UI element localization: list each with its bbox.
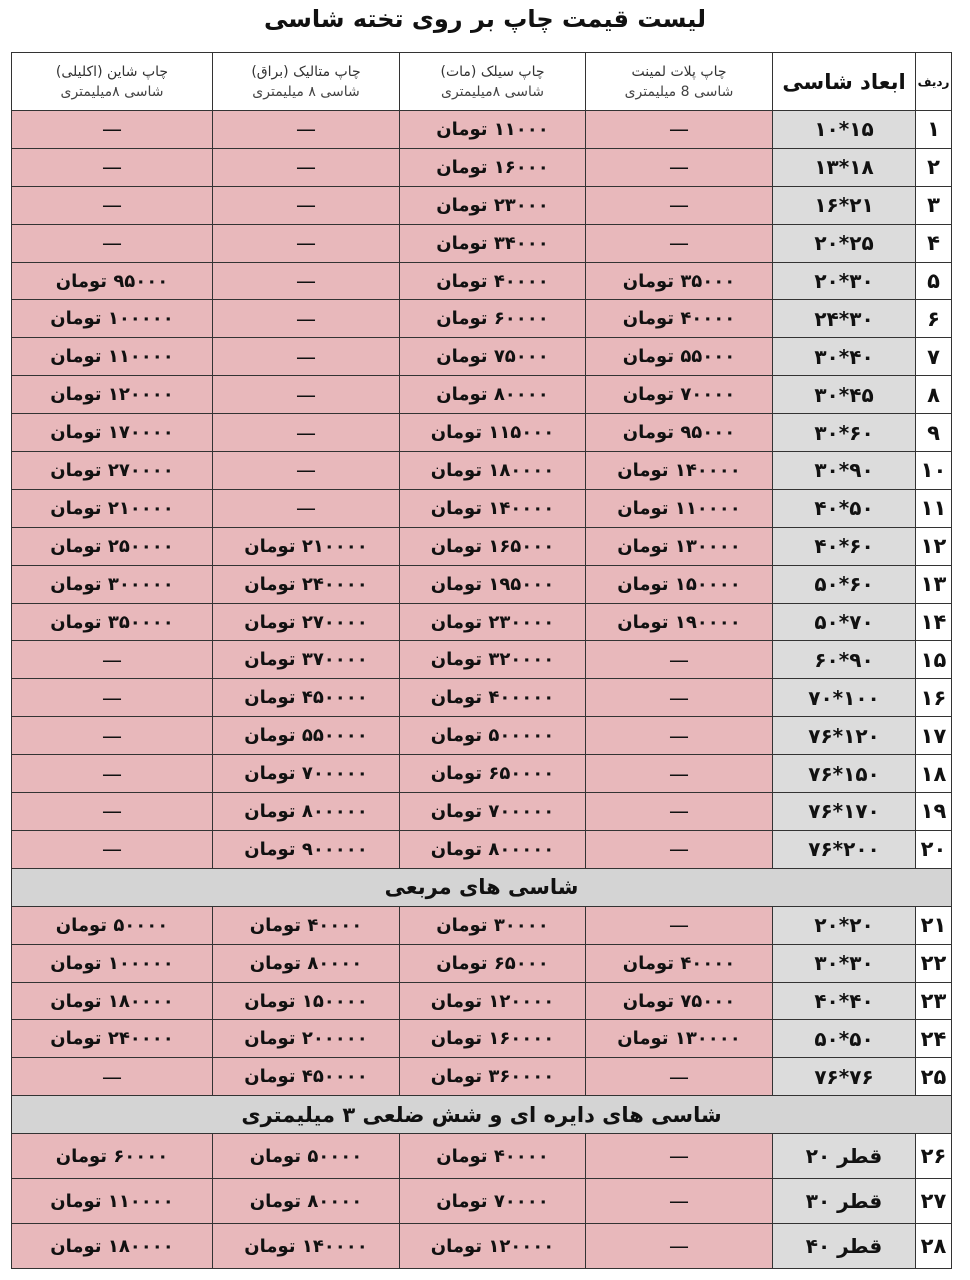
table-row [12,944,952,982]
price-lamint: — [586,641,773,679]
price-metallic: — [213,414,400,452]
header-shine-sub: شاسی ۸میلیمتری [60,83,164,100]
price-metallic: — [213,262,400,300]
price-metallic: — [213,489,400,527]
price-shine: ۲۴۰۰۰۰ تومان [12,1020,213,1058]
row-dimensions: ۴۰*۴۰ [773,982,916,1020]
row-index: ۱۷ [916,717,952,755]
price-shine: — [12,679,213,717]
price-silk: ۱۱۰۰۰ تومان [400,111,586,149]
table-row [12,224,952,262]
header-silk [400,53,586,111]
price-lamint: ۱۹۰۰۰۰ تومان [586,603,773,641]
header-metallic-sub: شاسی ۸ میلیمتری [252,83,360,100]
table-row [12,565,952,603]
table-row [12,1224,952,1269]
price-shine: ۱۸۰۰۰۰ تومان [12,982,213,1020]
row-dimensions: ۳۰*۳۰ [773,944,916,982]
header-silk-title: چاپ سیلک (مات) [440,63,545,80]
price-metallic: ۱۴۰۰۰۰ تومان [213,1224,400,1269]
row-index: ۲۵ [916,1058,952,1096]
row-dimensions: ۱۲۰*۷۶ [773,717,916,755]
price-silk: ۱۲۰۰۰۰ تومان [400,982,586,1020]
price-silk: ۱۶۵۰۰۰ تومان [400,527,586,565]
price-silk: ۴۰۰۰۰ تومان [400,262,586,300]
price-metallic: ۵۵۰۰۰۰ تومان [213,717,400,755]
price-metallic: — [213,376,400,414]
price-lamint: — [586,793,773,831]
price-lamint: ۷۰۰۰۰ تومان [586,376,773,414]
row-index: ۴ [916,224,952,262]
price-metallic: — [213,224,400,262]
table-row [12,755,952,793]
price-metallic: ۳۷۰۰۰۰ تومان [213,641,400,679]
price-lamint: — [586,186,773,224]
table-header-row [12,53,952,111]
price-silk: ۴۰۰۰۰۰ تومان [400,679,586,717]
price-shine: — [12,111,213,149]
row-dimensions: ۵۰*۵۰ [773,1020,916,1058]
price-lamint: — [586,224,773,262]
table-row [12,679,952,717]
price-shine: ۲۵۰۰۰۰ تومان [12,527,213,565]
table-row [12,527,952,565]
price-metallic: — [213,338,400,376]
price-silk: ۶۵۰۰۰۰ تومان [400,755,586,793]
price-shine: — [12,1058,213,1096]
price-lamint: ۱۳۰۰۰۰ تومان [586,1020,773,1058]
price-lamint: — [586,1134,773,1179]
price-shine: — [12,224,213,262]
price-shine: ۲۷۰۰۰۰ تومان [12,452,213,490]
row-index: ۱۵ [916,641,952,679]
row-dimensions: قطر ۴۰ [773,1224,916,1269]
price-shine: ۱۰۰۰۰۰ تومان [12,944,213,982]
row-dimensions: ۴۰*۳۰ [773,338,916,376]
row-index: ۲۳ [916,982,952,1020]
price-lamint: — [586,1224,773,1269]
price-silk: ۶۵۰۰۰ تومان [400,944,586,982]
row-dimensions: ۵۰*۴۰ [773,489,916,527]
table-row [12,1134,952,1179]
price-shine: — [12,148,213,186]
table-row [12,717,952,755]
table-row [12,414,952,452]
row-dimensions: ۷۶*۷۶ [773,1058,916,1096]
price-silk: ۱۶۰۰۰۰ تومان [400,1020,586,1058]
price-metallic: ۲۱۰۰۰۰ تومان [213,527,400,565]
row-dimensions: قطر ۲۰ [773,1134,916,1179]
price-silk: ۳۲۰۰۰۰ تومان [400,641,586,679]
table-row [12,111,952,149]
header-shine-title: چاپ شاین (اکلیلی) [55,63,169,80]
price-lamint: ۵۵۰۰۰ تومان [586,338,773,376]
price-shine: ۱۷۰۰۰۰ تومان [12,414,213,452]
row-index: ۱۰ [916,452,952,490]
table-row [12,1058,952,1096]
row-dimensions: ۲۱*۱۶ [773,186,916,224]
row-dimensions: ۲۰*۲۰ [773,906,916,944]
table-row [12,452,952,490]
row-dimensions: ۲۰۰*۷۶ [773,830,916,868]
row-index: ۷ [916,338,952,376]
price-silk: ۱۲۰۰۰۰ تومان [400,1224,586,1269]
header-silk-sub: شاسی ۸میلیمتری [441,83,544,100]
price-lamint: ۴۰۰۰۰ تومان [586,300,773,338]
price-metallic: ۴۵۰۰۰۰ تومان [213,679,400,717]
price-shine: ۱۸۰۰۰۰ تومان [12,1224,213,1269]
price-lamint: ۱۴۰۰۰۰ تومان [586,452,773,490]
price-shine: — [12,641,213,679]
price-lamint: — [586,1179,773,1224]
row-index: ۱۴ [916,603,952,641]
row-dimensions: ۱۵*۱۰ [773,111,916,149]
header-shine [12,53,213,111]
row-index: ۲۱ [916,906,952,944]
price-metallic: — [213,148,400,186]
price-lamint: — [586,111,773,149]
row-index: ۵ [916,262,952,300]
table-row [12,603,952,641]
price-metallic: — [213,300,400,338]
header-metallic-title: چاپ متالیک (براق) [251,63,361,80]
row-index: ۱۳ [916,565,952,603]
price-silk: ۴۰۰۰۰ تومان [400,1134,586,1179]
table-row [12,300,952,338]
row-dimensions: ۱۷۰*۷۶ [773,793,916,831]
price-shine: ۵۰۰۰۰ تومان [12,906,213,944]
price-lamint: ۷۵۰۰۰ تومان [586,982,773,1020]
price-lamint: — [586,755,773,793]
row-index: ۱۹ [916,793,952,831]
price-metallic: ۲۷۰۰۰۰ تومان [213,603,400,641]
price-shine: ۳۵۰۰۰۰ تومان [12,603,213,641]
price-table [11,52,952,1269]
price-lamint: ۳۵۰۰۰ تومان [586,262,773,300]
price-silk: ۷۰۰۰۰ تومان [400,1179,586,1224]
table-row [12,186,952,224]
row-dimensions: ۴۵*۳۰ [773,376,916,414]
price-metallic: ۴۰۰۰۰ تومان [213,906,400,944]
price-silk: ۳۰۰۰۰ تومان [400,906,586,944]
price-silk: ۸۰۰۰۰۰ تومان [400,830,586,868]
section-square-heading: شاسی های مربعی [12,868,952,906]
price-silk: ۱۱۵۰۰۰ تومان [400,414,586,452]
price-metallic: ۹۰۰۰۰۰ تومان [213,830,400,868]
price-shine: — [12,830,213,868]
row-dimensions: ۹۰*۳۰ [773,452,916,490]
price-silk: ۷۰۰۰۰۰ تومان [400,793,586,831]
row-index: ۱۸ [916,755,952,793]
price-shine: — [12,717,213,755]
table-row [12,1179,952,1224]
row-index: ۱۱ [916,489,952,527]
price-silk: ۱۶۰۰۰ تومان [400,148,586,186]
row-index: ۲۲ [916,944,952,982]
price-metallic: — [213,452,400,490]
row-dimensions: قطر ۳۰ [773,1179,916,1224]
row-dimensions: ۳۰*۲۴ [773,300,916,338]
row-dimensions: ۷۰*۵۰ [773,603,916,641]
section-square-heading-row [12,868,952,906]
price-silk: ۸۰۰۰۰ تومان [400,376,586,414]
price-lamint: ۱۵۰۰۰۰ تومان [586,565,773,603]
table-row [12,982,952,1020]
table-row [12,376,952,414]
price-shine: ۱۱۰۰۰۰ تومان [12,1179,213,1224]
section-round-heading: شاسی های دایره ای و شش ضلعی ۳ میلیمتری [12,1096,952,1134]
price-metallic: ۴۵۰۰۰۰ تومان [213,1058,400,1096]
row-index: ۳ [916,186,952,224]
table-row [12,793,952,831]
price-lamint: ۴۰۰۰۰ تومان [586,944,773,982]
price-lamint: ۱۱۰۰۰۰ تومان [586,489,773,527]
price-metallic: ۸۰۰۰۰۰ تومان [213,793,400,831]
page-title: لیست قیمت چاپ بر روی تخته شاسی [263,5,707,33]
price-lamint: — [586,1058,773,1096]
table-row [12,641,952,679]
price-lamint: — [586,679,773,717]
row-dimensions: ۲۵*۲۰ [773,224,916,262]
header-metallic [213,53,400,111]
price-lamint: — [586,148,773,186]
row-dimensions: ۶۰*۴۰ [773,527,916,565]
row-dimensions: ۱۰۰*۷۰ [773,679,916,717]
price-silk: ۵۰۰۰۰۰ تومان [400,717,586,755]
price-lamint: — [586,830,773,868]
price-silk: ۶۰۰۰۰ تومان [400,300,586,338]
table-row [12,906,952,944]
row-dimensions: ۶۰*۵۰ [773,565,916,603]
row-dimensions: ۶۰*۳۰ [773,414,916,452]
price-metallic: — [213,186,400,224]
price-silk: ۱۴۰۰۰۰ تومان [400,489,586,527]
price-silk: ۳۴۰۰۰ تومان [400,224,586,262]
row-dimensions: ۱۸*۱۳ [773,148,916,186]
price-shine: ۲۱۰۰۰۰ تومان [12,489,213,527]
row-dimensions: ۱۵۰*۷۶ [773,755,916,793]
price-metallic: ۵۰۰۰۰ تومان [213,1134,400,1179]
row-index: ۲۰ [916,830,952,868]
price-metallic: — [213,111,400,149]
price-shine: — [12,755,213,793]
price-shine: — [12,186,213,224]
price-lamint: — [586,906,773,944]
row-index: ۱۲ [916,527,952,565]
price-lamint: ۹۵۰۰۰ تومان [586,414,773,452]
table-row [12,338,952,376]
price-shine: ۹۵۰۰۰ تومان [12,262,213,300]
table-body [12,111,952,1269]
price-silk: ۱۸۰۰۰۰ تومان [400,452,586,490]
table-row [12,830,952,868]
row-index: ۹ [916,414,952,452]
price-silk: ۷۵۰۰۰ تومان [400,338,586,376]
price-metallic: ۸۰۰۰۰ تومان [213,944,400,982]
row-index: ۲ [916,148,952,186]
price-shine: ۶۰۰۰۰ تومان [12,1134,213,1179]
price-lamint: — [586,717,773,755]
price-shine: ۱۱۰۰۰۰ تومان [12,338,213,376]
price-shine: ۱۰۰۰۰۰ تومان [12,300,213,338]
row-index: ۲۸ [916,1224,952,1269]
table-row [12,1020,952,1058]
header-index: ردیف [916,53,952,111]
row-index: ۲۴ [916,1020,952,1058]
price-silk: ۲۳۰۰۰ تومان [400,186,586,224]
table-row [12,262,952,300]
price-shine: ۱۲۰۰۰۰ تومان [12,376,213,414]
price-metallic: ۸۰۰۰۰ تومان [213,1179,400,1224]
row-index: ۲۶ [916,1134,952,1179]
header-lamint-sub: شاسی 8 میلیمتری [624,83,734,100]
row-index: ۱۶ [916,679,952,717]
header-dimensions: ابعاد شاسی [773,53,916,111]
row-index: ۱ [916,111,952,149]
header-lamint [586,53,773,111]
row-dimensions: ۳۰*۲۰ [773,262,916,300]
price-lamint: ۱۳۰۰۰۰ تومان [586,527,773,565]
table-row [12,489,952,527]
table-row [12,148,952,186]
price-metallic: ۷۰۰۰۰۰ تومان [213,755,400,793]
row-dimensions: ۹۰*۶۰ [773,641,916,679]
section-round-heading-row [12,1096,952,1134]
price-shine: — [12,793,213,831]
price-metallic: ۲۴۰۰۰۰ تومان [213,565,400,603]
price-shine: ۳۰۰۰۰۰ تومان [12,565,213,603]
row-index: ۲۷ [916,1179,952,1224]
price-metallic: ۲۰۰۰۰۰ تومان [213,1020,400,1058]
row-index: ۸ [916,376,952,414]
price-silk: ۲۳۰۰۰۰ تومان [400,603,586,641]
price-silk: ۳۶۰۰۰۰ تومان [400,1058,586,1096]
price-silk: ۱۹۵۰۰۰ تومان [400,565,586,603]
header-lamint-title: چاپ پلات لمینت [631,63,727,80]
price-metallic: ۱۵۰۰۰۰ تومان [213,982,400,1020]
row-index: ۶ [916,300,952,338]
